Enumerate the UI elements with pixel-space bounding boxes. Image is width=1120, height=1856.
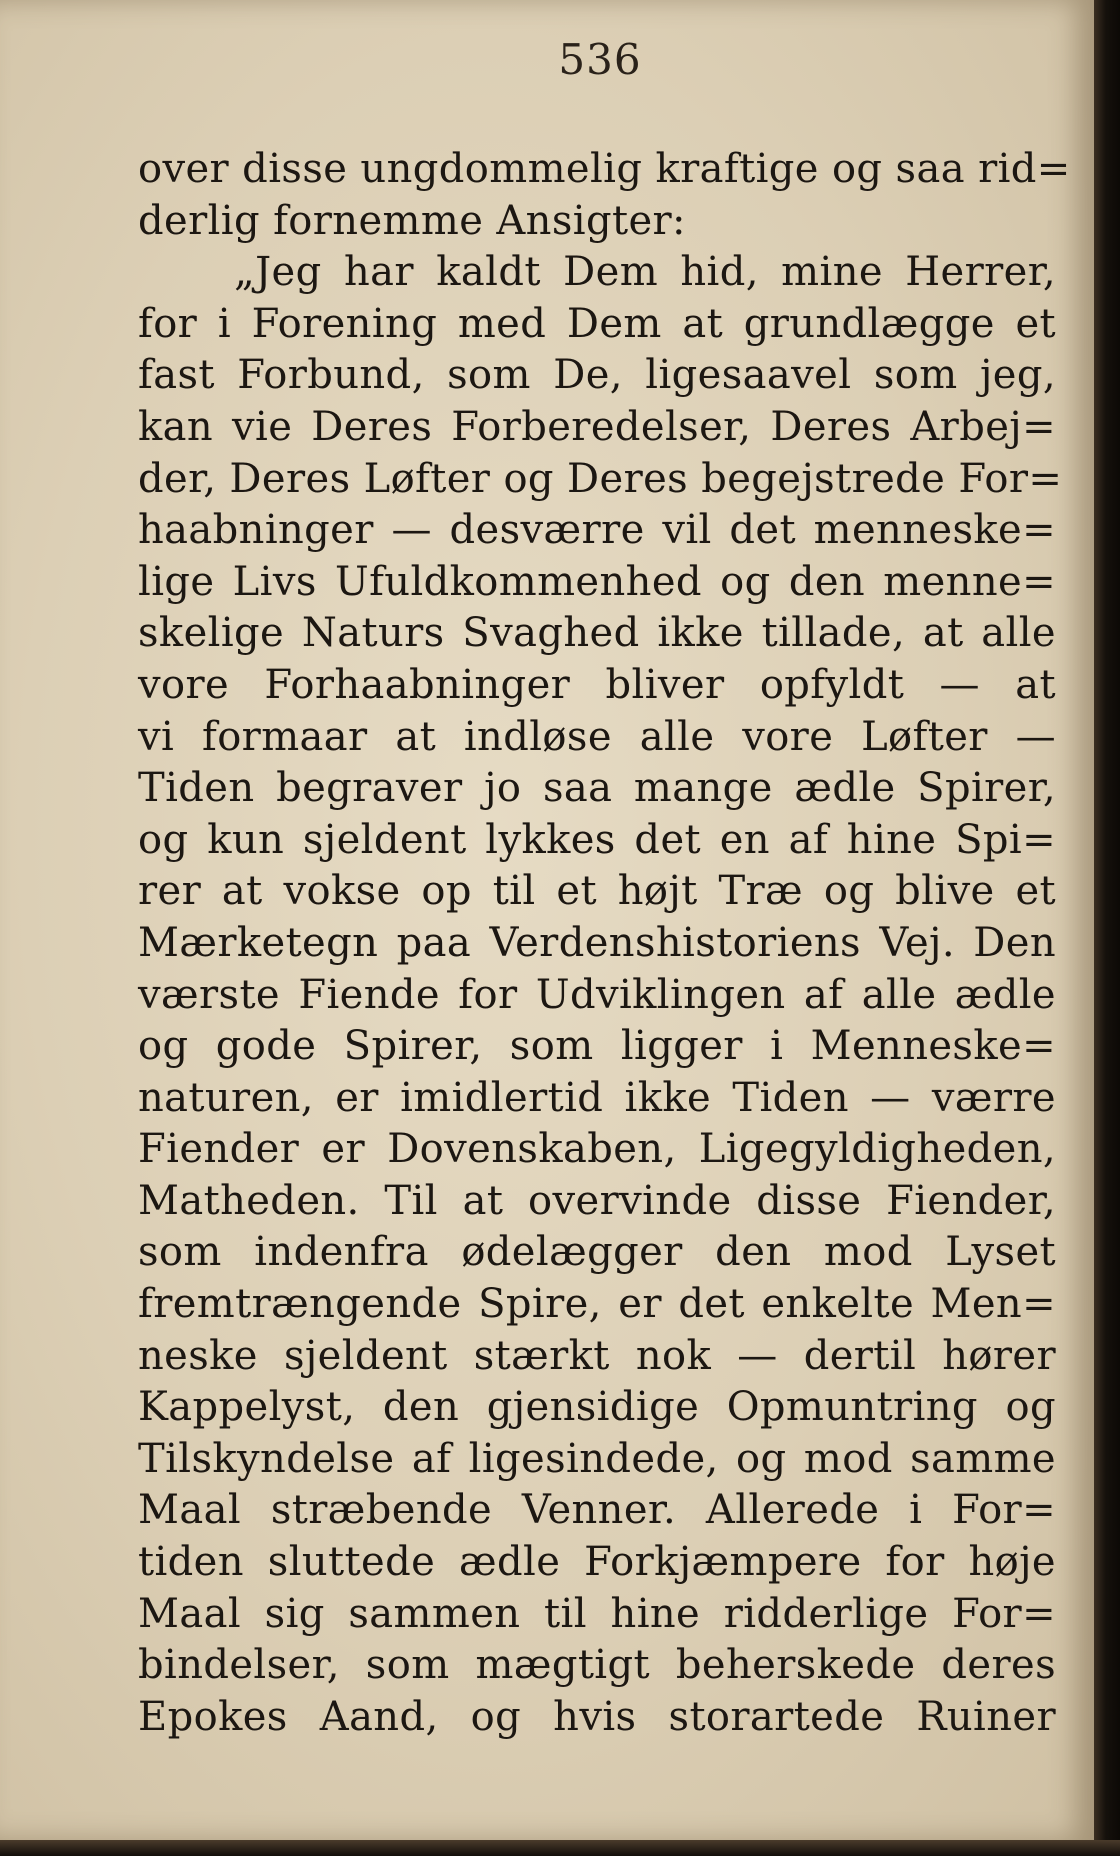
- text-line: „Jeg har kaldt Dem hid, mine Herrer,: [234, 249, 1056, 296]
- book-spine-shadow: [1094, 0, 1120, 1856]
- text-line: lige Livs Ufuldkommenhed og den menne=: [138, 558, 1056, 605]
- text-line: vi formaar at indløse alle vore Løfter —: [138, 713, 1056, 760]
- text-line: fast Forbund, som De, ligesaavel som jeg,: [138, 352, 1056, 399]
- text-line: derlig fornemme Ansigter:: [138, 197, 686, 244]
- page-number: 536: [558, 35, 642, 84]
- text-line: fremtrængende Spire, er det enkelte Men=: [138, 1281, 1056, 1328]
- text-line: kan vie Deres Forberedelser, Deres Arbej=: [138, 403, 1056, 450]
- text-line: tiden sluttede ædle Forkjæmpere for høje: [138, 1539, 1056, 1586]
- text-line: Tiden begraver jo saa mange ædle Spirer,: [138, 765, 1056, 812]
- text-line: og kun sjeldent lykkes det en af hine Spi=: [138, 816, 1056, 863]
- page-bottom-edge: [0, 1840, 1120, 1856]
- text-line: Maal sig sammen til hine ridderlige For=: [138, 1590, 1056, 1637]
- text-line: Matheden. Til at overvinde disse Fiender,: [138, 1177, 1056, 1224]
- text-line: Maal stræbende Venner. Allerede i For=: [138, 1487, 1056, 1534]
- text-line: Epokes Aand, og hvis storartede Ruiner: [138, 1693, 1056, 1740]
- text-line: naturen, er imidlertid ikke Tiden — værre: [138, 1074, 1056, 1121]
- text-line: værste Fiende for Udviklingen af alle ædle: [138, 971, 1056, 1018]
- text-line: Tilskyndelse af ligesindede, og mod samme: [138, 1435, 1056, 1482]
- text-line: haabninger — desværre vil det menneske=: [138, 507, 1056, 554]
- text-line: Kappelyst, den gjensidige Opmuntring og: [138, 1384, 1056, 1431]
- text-line: for i Forening med Dem at grundlægge et: [138, 300, 1056, 347]
- text-line: skelige Naturs Svaghed ikke tillade, at alle: [138, 610, 1056, 657]
- text-line: Mærketegn paa Verdenshistoriens Vej. Den: [138, 919, 1056, 966]
- body-text: [138, 144, 1071, 1743]
- text-line: vore Forhaabninger bliver opfyldt — at: [138, 661, 1056, 708]
- text-line: bindelser, som mægtigt beherskede deres: [138, 1642, 1056, 1689]
- text-line: Fiender er Dovenskaben, Ligegyldigheden,: [138, 1126, 1056, 1173]
- text-line: over disse ungdommelig kraftige og saa rid=: [138, 146, 1071, 192]
- text-line: der, Deres Løfter og Deres begejstrede For=: [138, 455, 1063, 502]
- text-line: neske sjeldent stærkt nok — dertil hører: [138, 1332, 1056, 1379]
- text-line: som indenfra ødelægger den mod Lyset: [138, 1229, 1056, 1276]
- text-line: rer at vokse op til et højt Træ og blive et: [138, 868, 1056, 915]
- text-line: og gode Spirer, som ligger i Menneske=: [138, 1023, 1056, 1070]
